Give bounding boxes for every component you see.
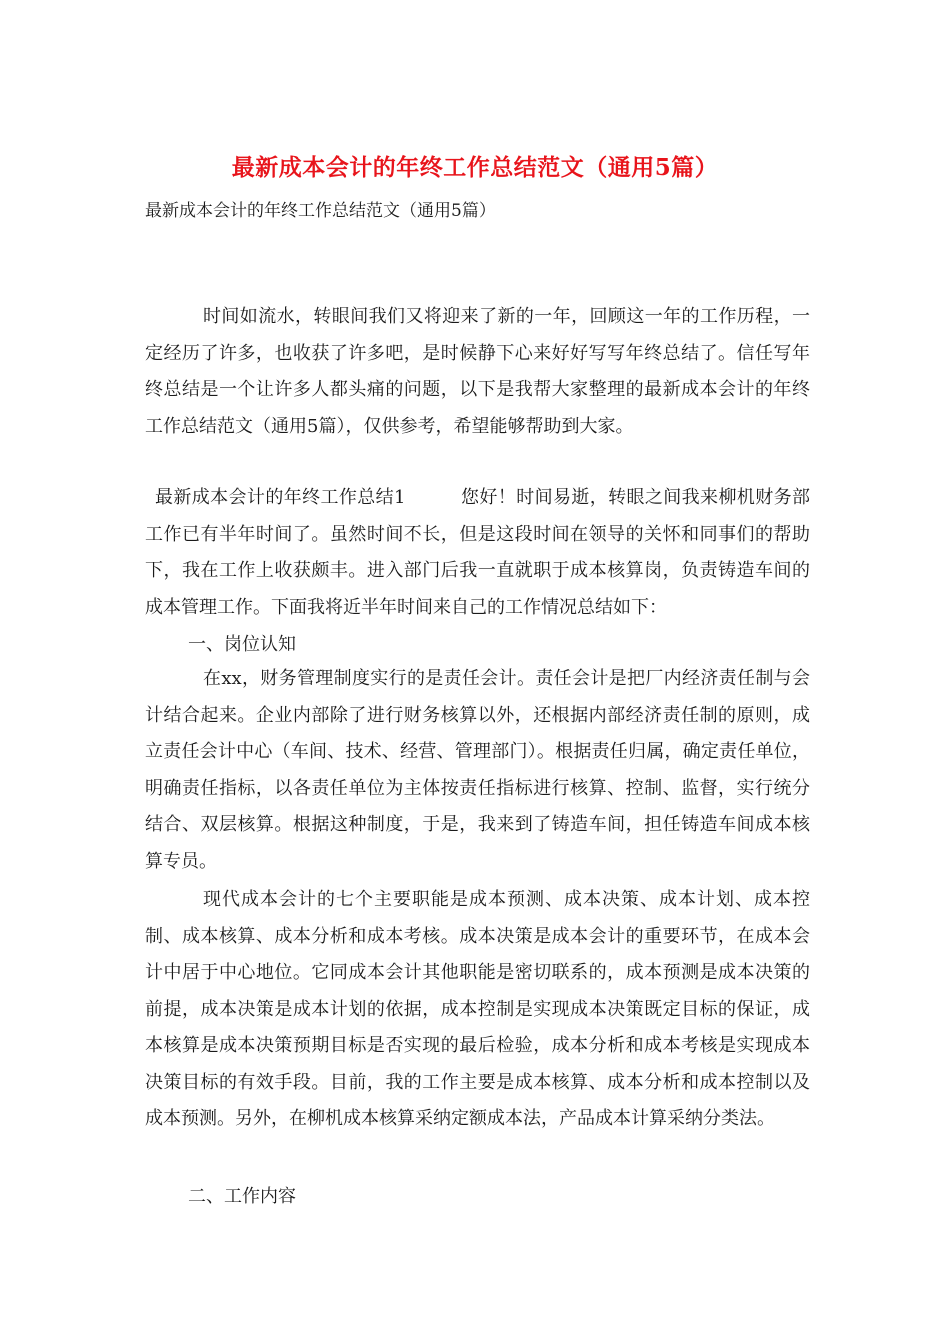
- document-subtitle: 最新成本会计的年终工作总结范文（通用5篇）: [145, 201, 496, 221]
- responsibility-accounting-paragraph: 在xx，财务管理制度实行的是责任会计。责任会计是把厂内经济责任制与会计结合起来。企业内部除了进行财务核算以外，还根据内部经济责任制的原则，成立责任会计中心（车间、技术、经营、管理部门）。根据责任归属，确定责任单位，明确责任指标，以各责任单位为主体按责任指标进行核算、控制、监督，实行统分结合、双层核算。根据这种制度，于是，我来到了铸造车间，担任铸造车间成本核算专员。: [145, 668, 810, 872]
- heading-job-understanding: 一、岗位认知: [188, 634, 296, 655]
- heading-work-content: 二、工作内容: [188, 1186, 296, 1207]
- document-title: 最新成本会计的年终工作总结范文（通用5篇）: [231, 154, 719, 181]
- intro-paragraph: 时间如流水，转眼间我们又将迎来了新的一年，回顾这一年的工作历程，一定经历了许多，也收获了许多吧，是时候静下心来好好写写年终总结了。信任写年终总结是一个让许多人都头痛的问题，以下是我帮大家整理的最新成本会计的年终工作总结范文（通用5篇），仅供参考，希望能够帮助到大家。: [145, 306, 810, 437]
- cost-accounting-functions-paragraph: 现代成本会计的七个主要职能是成本预测、成本决策、成本计划、成本控制、成本核算、成本分析和成本考核。成本决策是成本会计的重要环节，在成本会计中居于中心地位。它同成本会计其他职能是密切联系的，成本预测是成本决策的前提，成本决策是成本计划的依据，成本控制是实现成本决策既定目标的保证，成本核算是成本决策预期目标是否实现的最后检验，成本分析和成本考核是实现成本决策目标的有效手段。目前，我的工作主要是成本核算、成本分析和成本控制以及成本预测。另外，在柳机成本核算采纳定额成本法，产品成本计算采纳分类法。: [145, 889, 810, 1129]
- section-1-paragraph: 最新成本会计的年终工作总结1 您好！时间易逝，转眼之间我来柳机财务部工作已有半年时间了。虽然时间不长，但是这段时间在领导的关怀和同事们的帮助下，我在工作上收获颇丰。进入部门后我一直就职于成本核算岗，负责铸造车间的成本管理工作。下面我将近半年时间来自己的工作情况总结如下：: [145, 487, 810, 618]
